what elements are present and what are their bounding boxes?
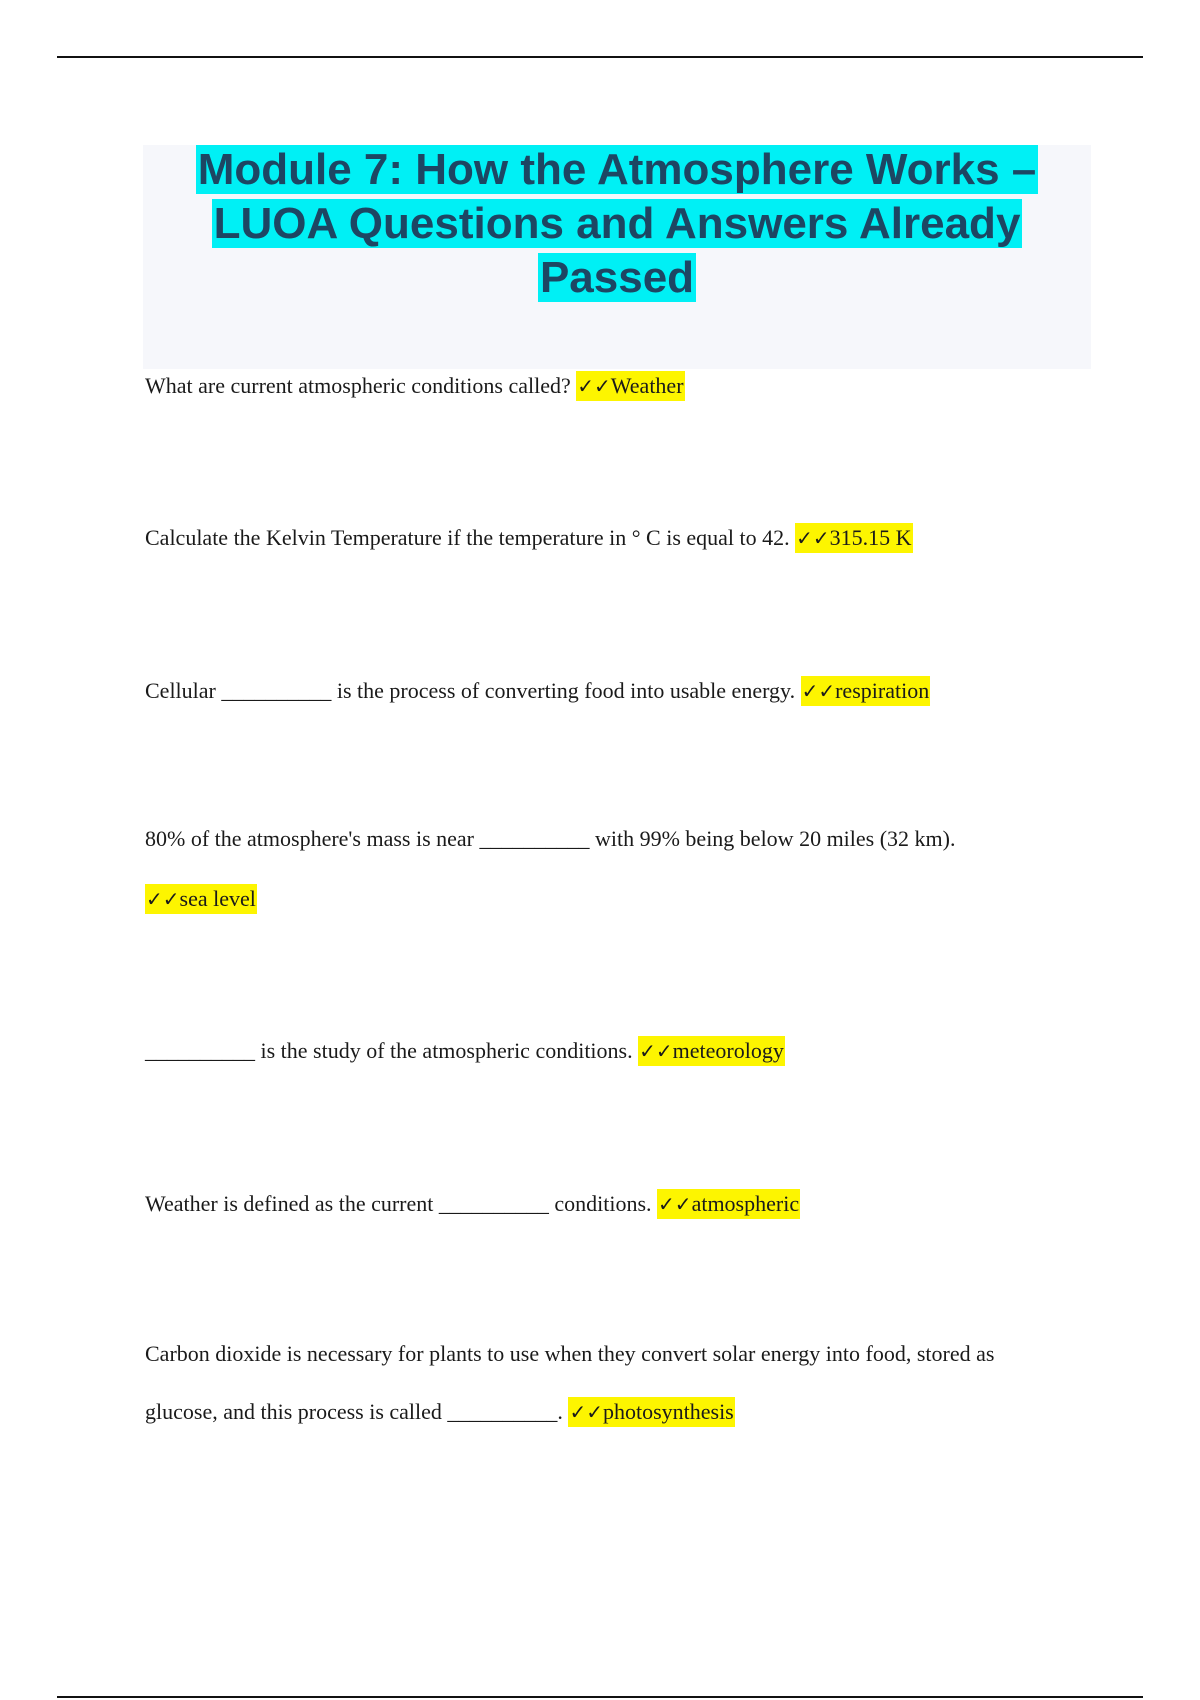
- answer-text: 315.15 K: [829, 525, 912, 550]
- answer-highlight: [657, 1189, 800, 1219]
- answer-text: Weather: [610, 373, 684, 398]
- answer-highlight: [145, 884, 257, 914]
- answer-highlight: [576, 371, 684, 401]
- answer-4-line: [145, 885, 257, 913]
- answer-text: meteorology: [672, 1038, 784, 1063]
- question-text-line-1: Carbon dioxide is necessary for plants to use when they convert solar energy into food, stored as: [145, 1341, 995, 1366]
- top-divider: [57, 56, 1143, 58]
- question-6: [145, 1190, 800, 1218]
- double-check-icon: ✓✓: [801, 679, 836, 703]
- question-2: [145, 524, 913, 552]
- question-7-continued: [145, 1398, 735, 1426]
- question-7: [145, 1340, 994, 1368]
- answer-highlight: [568, 1397, 734, 1427]
- double-check-icon: ✓✓: [796, 526, 830, 550]
- question-text: What are current atmospheric conditions called?: [145, 373, 577, 398]
- title-text: Module 7: How the Atmosphere Works – LUOA Questions and Answers Already Passed: [197, 145, 1037, 302]
- question-text: Calculate the Kelvin Temperature if the temperature in ° C is equal to 42.: [145, 525, 796, 550]
- double-check-icon: ✓✓: [658, 1192, 692, 1216]
- bottom-divider: [57, 1696, 1143, 1698]
- double-check-icon: ✓✓: [577, 374, 611, 398]
- double-check-icon: ✓✓: [146, 887, 180, 911]
- question-text: Weather is defined as the current __________ conditions.: [145, 1191, 658, 1216]
- double-check-icon: ✓✓: [569, 1400, 603, 1424]
- answer-highlight: [801, 676, 931, 706]
- answer-highlight: [795, 523, 912, 553]
- page-title: [143, 143, 1091, 305]
- question-1: [145, 372, 685, 400]
- double-check-icon: ✓✓: [639, 1039, 673, 1063]
- answer-highlight: [638, 1036, 785, 1066]
- question-3: [145, 677, 930, 705]
- question-text-line-2: glucose, and this process is called __________.: [145, 1399, 569, 1424]
- answer-text: atmospheric: [691, 1191, 800, 1216]
- question-5: [145, 1037, 785, 1065]
- answer-text: photosynthesis: [602, 1399, 734, 1424]
- answer-text: sea level: [179, 886, 256, 911]
- question-4: [145, 825, 956, 853]
- question-text: __________ is the study of the atmospheric conditions.: [145, 1038, 639, 1063]
- question-text: 80% of the atmosphere's mass is near __________ with 99% being below 20 miles (32 km).: [145, 826, 956, 851]
- answer-text: respiration: [835, 678, 930, 703]
- question-text: Cellular __________ is the process of converting food into usable energy.: [145, 678, 801, 703]
